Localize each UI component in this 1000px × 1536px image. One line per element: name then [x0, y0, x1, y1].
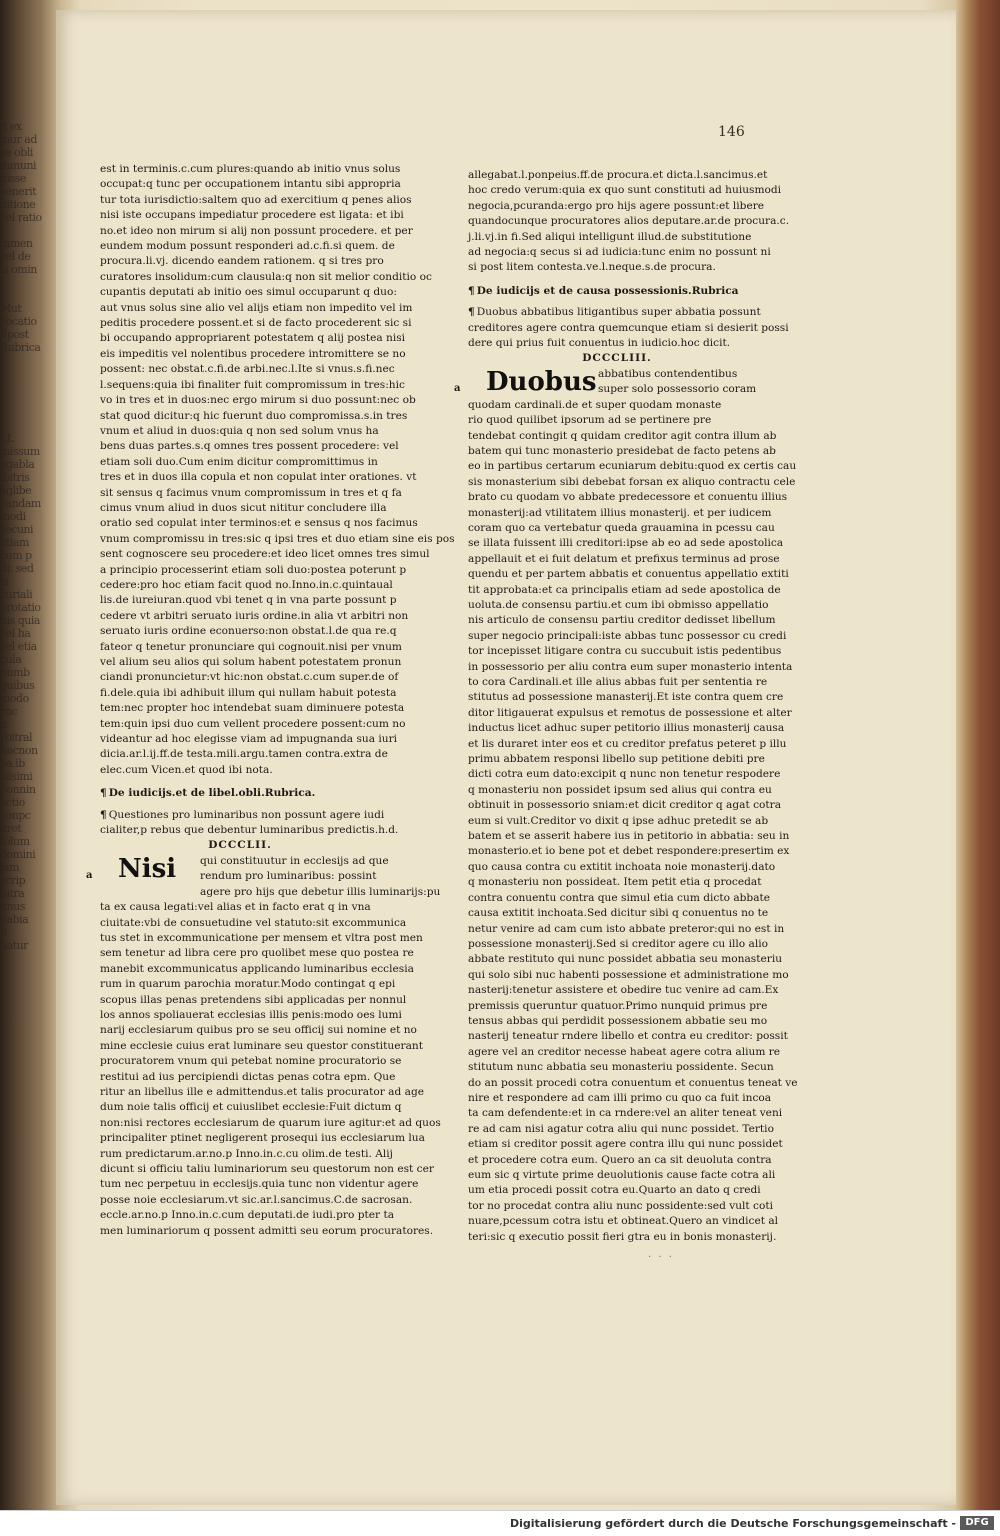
rubric-heading [468, 284, 766, 299]
text-line: do an possit procedi cotra conuentum et conuentus teneat ve [468, 1076, 798, 1089]
summary-text: Questiones pro luminaribus non possunt agere iudi [108, 808, 385, 821]
text-line: vel alium seu alios qui solum habent potestatem pronun [100, 656, 402, 668]
text-line: dicti cotra eum dato:excipit q nunc non tenetur respodere [468, 768, 781, 781]
text-line: videantur ad hoc elegisse viam ad impugnanda sua iuri [100, 733, 398, 746]
decision-number: DCCCLII. [208, 839, 272, 852]
page-number: 146 [718, 124, 745, 140]
summary-line [100, 808, 385, 823]
text-line: ad negocia:q secus si ad iudicia:tunc enim no possunt ni [468, 246, 771, 259]
text-line: tem:nec propter hoc intendebat suam diminuere potesta [100, 702, 405, 715]
text-line: to cora Cardinali.et ille alius abbas fuit per sententia re [468, 676, 768, 688]
text-line: los annos spoliauerat ecclesias illis penis:modo oes lumi [100, 1008, 402, 1021]
text-line: monasterio.et io bene pot et debet respondere:presertim ex [468, 845, 790, 858]
text-line: l.sequens:quia ibi finaliter fuit compromissum in tres:hic [100, 378, 405, 391]
text-line: eum si vult.Creditor vo dixit q ipse adhuc pretedit se ab [468, 814, 769, 827]
decision-number: DCCCLIII. [582, 352, 652, 365]
text-line: bens duas partes.s.q omnes tres possent procedere: vel [100, 440, 399, 453]
text-line: ritur an libellus ille e admittendus.et talis procurator ad age [100, 1085, 424, 1098]
paragraph-mark-icon: ¶ [468, 284, 475, 297]
text-line: nasterij teneatur rndere libello et contra eu creditor: possit [468, 1030, 788, 1043]
text-line: monasterij:ad vtilitatem illius monasterij. et per iudicem [468, 506, 772, 519]
text-line: ciandi pronuncietur:vt hic:non obstat.c.cum super.de of [100, 671, 399, 684]
text-line: men luminariorum q possent admitti seu eorum procuratores. [100, 1224, 434, 1237]
initial-paragraph [86, 853, 441, 916]
text-line: eis impeditis vel nolentibus procedere intromittere se no [100, 347, 406, 360]
text-line: rum predictarum.ar.no.p Inno.in.c.cu olim.de testi. Alij [100, 1147, 393, 1160]
summary-line [468, 321, 789, 336]
text-line: netur venire ad cam cum isto abbate preteror:qui no est in [468, 922, 785, 935]
text-line: cupantis deputati ab initio oes simul occuparunt q duo: [100, 286, 397, 299]
text-line: dum noie talis officij et cuiuslibet ecclesie:Fuit dictum q [100, 1101, 402, 1114]
text-line: dicia.ar.l.ij.ff.de testa.mili.argu.tamen contra.extra de [100, 748, 388, 761]
text-line: ditor litigauerat expulsus et remotus de possessione et alter [468, 706, 792, 719]
funding-credit: Digitalisierung gefördert durch die Deutsche Forschungsgemeinschaft - [509, 1517, 956, 1530]
text-line: super solo possessorio coram [598, 383, 757, 396]
paragraph-mark-icon: ¶ [100, 787, 107, 800]
text-line: eccle.ar.no.p Inno.in.c.cum deputati.de iudi.pro pter ta [100, 1209, 395, 1222]
margin-letter: a [86, 869, 93, 881]
text-line: stat quod dicitur:q hic fuerunt duo compromissa.s.in tres [100, 409, 408, 422]
text-line: ta ex causa legati:vel alias et in facto erat q in vna [100, 901, 371, 914]
text-line: fi.dele.quia ibi adhibuit illum qui nullam habuit potesta [100, 686, 397, 699]
text-line: narij ecclesiarum quibus pro se seu officij sui nomine et no [100, 1024, 417, 1037]
summary-text: cialiter,p rebus que debentur luminaribus predictis.h.d. [100, 824, 399, 837]
drop-initial-word: Duobus [486, 366, 597, 397]
text-line: primu abbatem responsi libello sup petitione debiti pre [468, 753, 765, 766]
paragraph-mark-icon: ¶ [468, 306, 475, 319]
summary-line [468, 336, 766, 351]
text-line: et lis duraret inter eos et cu creditor prefatus peteret p illu [468, 737, 787, 750]
text-line: batem qui tunc monasterio presidebat de facto petens ab [468, 444, 776, 457]
text-line: inductus licet adhuc super petitorio illius monasterij causa [468, 722, 785, 735]
text-line: mine ecclesie cuius erat luminare seu questor constituerant [100, 1039, 423, 1052]
text-line: tres et in duos illa copula et non copulat inter orationes. vt [100, 471, 417, 484]
text-line: q monasteriu non possideat. Item petit etia q procedat [468, 876, 762, 889]
text-line: quodam cardinali.de et super quodam monaste [468, 398, 722, 411]
text-line: etiam soli duo.Cum enim dicitur compromittimus in [100, 455, 378, 468]
text-line: coram quo ca vertebatur queda grauamina in pcessu cau [468, 521, 775, 534]
text-line: agere pro hijs que debetur illis luminarijs:pu [200, 885, 441, 898]
text-line: ciuitate:vbi de consuetudine vel statuto:sit excommunica [100, 916, 407, 929]
paragraph-mark-icon: ¶ [100, 808, 107, 821]
text-line: um etia procedi possit cotra eu.Quarto an dato q credi [468, 1184, 761, 1197]
text-line: quandocunque procuratores alios deputare.ar.de procura.c. [468, 215, 790, 228]
text-line: tem:quin ipsi duo cum vellent procedere possent:cum no [100, 717, 406, 730]
text-line: nuare,pcessum cotra istu et obtineat.Quero an vindicet al [468, 1215, 779, 1228]
text-line: negocia,pcuranda:ergo pro hijs agere possunt:et libere [468, 199, 765, 212]
left-column [86, 162, 455, 1239]
text-line: premissis queruntur quatuor.Primo nunquid primus pre [468, 999, 768, 1012]
rubric-text: De iudicijs.et de libel.obli.Rubrica. [108, 787, 316, 800]
summary-line [468, 305, 766, 320]
text-line: seruato iuris ordine econuerso:non obstat.l.de qua re.q [100, 625, 397, 638]
text-line: appellauit et ei fuit delatum et prefixus terminus ad prose [468, 552, 780, 565]
text-line: tor incepisset litigare contra cu succubuit istis pedentibus [468, 645, 782, 658]
text-line: peditis procedere possent.et si de facto procederent sic si [100, 317, 412, 330]
summary-text: creditores agere contra quemcunque etiam si desierit possi [468, 321, 789, 334]
text-line: causa extitit inchoata.Sed dicitur sibi q conuentus no te [468, 907, 769, 920]
text-line: re ad cam nisi agatur cotra aliu qui nunc possidet. Tertio [468, 1122, 774, 1135]
text-line: fateor q tenetur pronunciare qui cognouit.nisi per vnum [100, 640, 402, 653]
text-line: nire et respondere ad cam illi primo cu quo ca fuit incoa [468, 1091, 772, 1104]
text-line: procura.li.vj. dicendo eandem rationem. q si tres pro [100, 255, 384, 268]
footer-bar [0, 1510, 1000, 1536]
text-line: tur tota iurisdictio:saltem quo ad exercitium q penes alios [100, 193, 412, 206]
text-line: possessione monasterij.Sed si creditor agere cu illo alio [468, 937, 768, 950]
text-line: ta cam defendente:et in ca rndere:vel an aliter teneat veni [468, 1107, 783, 1120]
text-line: se illata fuissent illi creditori:ipse ab eo ad sede apostolica [468, 537, 784, 550]
summary-line [100, 823, 399, 838]
text-line: sem tenetur ad libra cere pro quolibet mese quo postea re [100, 947, 414, 960]
text-line: scopus illas penas pretendens sibi applicadas per nonnul [100, 993, 407, 1006]
text-line: sit sensus q facimus vnum compromissum in tres et q fa [100, 486, 402, 499]
margin-letter: a [454, 382, 461, 394]
text-line: aut vnus solus sine alio vel alijs etiam non impedito vel im [100, 301, 413, 314]
text-line: tor no procedat contra aliu nunc possidente:sed vult coti [468, 1199, 773, 1212]
text-line: oratio sed copulat inter terminos:et e sensus q nos facimus [100, 517, 418, 530]
text-line: dicunt si officiu taliu luminariorum seu questorum non est cer [100, 1163, 434, 1175]
text-line: qui solo sibi nuc habenti possessione et administratione mo [468, 968, 789, 981]
summary-text: dere qui prius fuit conuentus in iudicio.hoc dicit. [468, 337, 731, 350]
text-line: posse noie ecclesiarum.vt sic.ar.l.sancimus.C.de sacrosan. [100, 1193, 413, 1206]
text-line: etiam si creditor possit agere contra illu qui nunc possidet [468, 1138, 783, 1151]
text-line: lis.de iureiuran.quod vbi tenet q in vna parte possunt p [100, 594, 397, 607]
right-column [454, 168, 798, 1245]
text-line: abbatibus contendentibus [598, 367, 738, 380]
text-line: vnum compromissu in tres:sic q ipsi tres et duo etiam sine eis pos [100, 532, 455, 545]
text-line: super negocio principali:iste abbas tunc possessor cu credi [468, 629, 787, 642]
text-line: restitui ad ius percipiendi dictas penas cotra epm. Que [100, 1070, 396, 1083]
text-line: procuratorem vnum qui petebat nomine procuratorio se [100, 1055, 402, 1068]
text-line: si post litem contesta.ve.l.neque.s.de procura. [468, 261, 716, 274]
text-line: tendebat contingit q quidam creditor agit contra illum ab [468, 429, 777, 442]
text-line: q monasteriu non possidet ipsum sed alius qui contra eu [468, 783, 772, 796]
text-line: cedere:pro hoc etiam facit quod no.Inno.in.c.quintaual [100, 578, 393, 591]
text-line: cedere vt arbitri seruato iuris ordine.in alia vt arbitri non [100, 609, 409, 622]
text-line: non:nisi rectores ecclesiarum de quarum iure agitur:et ad quos [100, 1116, 441, 1129]
text-line: eo in partibus certarum ecuniarum debitu:quod ex certis cau [468, 460, 797, 473]
text-line: no.et ideo non mirum si alij non possunt procedere. et per [100, 224, 413, 237]
text-line: bi occupando appropriarent potestatem q alij postea nisi [100, 332, 406, 345]
text-line: nis articulo de consensu partiu creditor dedisset libellum [468, 614, 776, 627]
text-line: sis monasterium sibi debebat forsan ex aliquo contractu cele [468, 475, 796, 488]
text-line: teri:sic q executio possit fieri gtra eu in bonis monasterij. [468, 1230, 777, 1243]
initial-paragraph [454, 366, 766, 413]
text-line: curatores insolidum:cum clausula:q non sit melior conditio oc [100, 270, 432, 283]
text-line: tus stet in excommunicatione per mensem et vltra post men [100, 931, 423, 944]
text-line: agere vel an creditor necesse habeat agere cotra alium re [468, 1045, 781, 1058]
text-line: cimus vnum aliud in duos sicut nititur concludere illa [100, 501, 387, 514]
summary-text: Duobus abbatibus litigantibus super abbatia possunt [476, 306, 761, 319]
rubric-text: De iudicijs et de causa possessionis.Rubrica [476, 284, 739, 297]
text-line: eundem modum possunt responderi ad.c.fi.si quem. de [100, 240, 395, 253]
text-line: a principio processerint etiam soli duo:postea poterunt p [100, 563, 407, 576]
text-line: nisi iste occupans impediatur procedere est ligata: et ibi [100, 209, 404, 222]
text-line: tum nec perpetuu in ecclesijs.quia tunc non videntur agere [100, 1178, 419, 1191]
text-line: eum sic q virtute prime deuolutionis cause facte cotra ali [468, 1169, 776, 1181]
text-line: rendum pro luminaribus: possint [200, 870, 377, 883]
text-line: est in terminis.c.cum plures:quando ab initio vnus solus [100, 163, 401, 175]
facing-page-edge-text: ,t ex mur ad se obli mmuni nisse venerit bitione vel ratio tamen vel de si omin Mut vocatio Ilpost Rubrica LL missum agabla ibitris aglibe candam modi secuni etiam cum p di: sed zi curiali protatio nis quia vel ha vel etia cula numb quibus modo rnc n rbitral necnon oa.ib silsimi ponnin actio conpc uret tolum domini lam scrip bitra unus nabia fi natur [0, 120, 42, 952]
decorative-dots: · · · [648, 1252, 674, 1263]
drop-initial-word: Nisi [118, 853, 177, 884]
text-line: vo in tres et in duos:nec ergo mirum si duo possunt:nec ob [100, 394, 416, 407]
text-line: tensus abbas qui perdidit possessionem abbatie seu mo [468, 1014, 768, 1027]
text-line: rio quod quilibet ipsorum ad se pertinere pre [468, 414, 712, 427]
text-line: hoc credo verum:quia ex quo sunt constituti ad huiusmodi [468, 184, 782, 197]
text-line: manebit excommunicatus applicando luminaribus ecclesia [100, 962, 414, 975]
text-line: sent cognoscere seu procedere:et ideo licet omnes tres simul [100, 548, 430, 561]
text-line: qui constituutur in ecclesijs ad que [200, 854, 389, 867]
rubric-heading [100, 786, 380, 801]
text-line: batem et se asserit habere ius in petitorio in abbatia: seu in [468, 830, 790, 843]
text-line: vnum et aliud in duos:quia q non sed solum vnus ha [100, 424, 379, 437]
text-line: principaliter ptinet negligerent prosequi ius ecclesiarum lua [100, 1132, 425, 1145]
text-line: occupat:q tunc per occupationem intantu sibi appropria [100, 178, 401, 191]
text-line: brato cu quodam vo abbate predecessore et conuentu illius [468, 491, 788, 504]
dfg-logo: DFG [960, 1516, 994, 1530]
text-line: nasterij:tenetur assistere et obedire tuc venire ad cam.Ex [468, 984, 779, 997]
text-line: abbate restituto qui nunc possidet abbatia seu monasteriu [468, 953, 783, 966]
text-line: rum in quarum parochia moratur.Modo contingat q epi [100, 978, 396, 991]
text-line: stitutum nunc abbatia seu monasteriu possidente. Secun [468, 1061, 774, 1074]
text-line: tit approbata:et ca principalis etiam ad sede apostolica de [468, 583, 781, 596]
text-line: allegabat.l.ponpeius.ff.de procura.et dicta.l.sancimus.et [468, 169, 768, 181]
text-line: possent: nec obstat.c.fi.de arbi.nec.l.Ite si vnus.s.fi.nec [100, 363, 395, 376]
text-line: j.li.vj.in fi.Sed aliqui intelligunt illud.de substitutione [468, 230, 752, 243]
text-line: contra conuentu contra que simul etia cum dicto abbate [468, 891, 771, 904]
text-line: obtinuit in possessorio sniam:et dicit creditor q agat cotra [468, 799, 782, 812]
text-line: et procedere cotra eum. Quero an ca sit deuoluta contra [468, 1153, 772, 1166]
text-line: in possessorio per aliu contra eum super monasterio intenta [468, 660, 793, 673]
text-line: stitutus ad possessione manasterij.Et iste contra quem cre [468, 691, 784, 704]
text-line: uoluta.de consensu partiu.et cum ibi obmisso appellatio [468, 598, 769, 611]
text-line: quendu et per partem abbatis et conuentus appellatio extiti [468, 568, 789, 581]
text-line: quo causa contra cu extitit inchoata noie monasterij.dato [468, 860, 776, 873]
text-line: elec.cum Vicen.et quod ibi nota. [100, 763, 273, 776]
